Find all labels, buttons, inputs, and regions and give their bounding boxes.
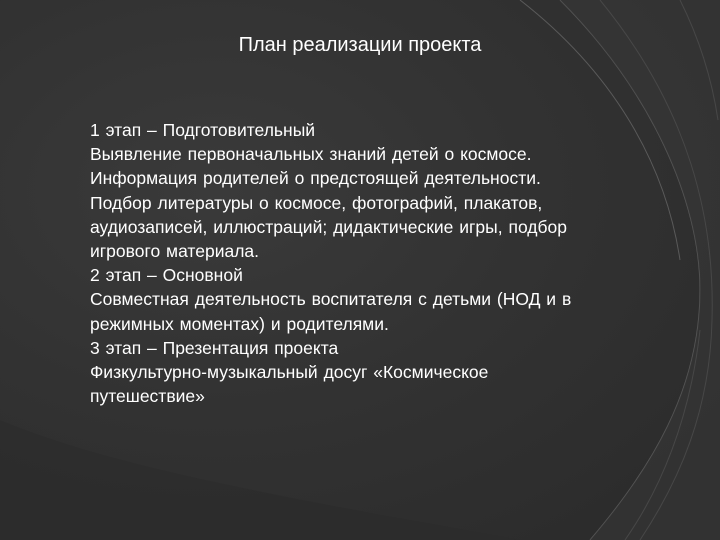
stage-1-heading: 1 этап – Подготовительный — [90, 120, 316, 140]
slide-body — [90, 118, 650, 408]
body-line: игрового материала. — [90, 241, 260, 262]
body-line: Информация родителей о предстоящей деятельности. — [90, 168, 541, 189]
decor-shade-2 — [0, 420, 520, 540]
body-line: Выявление первоначальных знаний детей о космосе. — [90, 144, 532, 165]
stage-2-heading: 2 этап – Основной — [90, 265, 243, 286]
body-line: Физкультурно-музыкальный досуг «Космическое — [90, 362, 489, 383]
body-line: аудиозаписей, иллюстраций; дидактические игры, подбор — [90, 216, 567, 237]
body-line: Совместная деятельность воспитателя с детьми (НОД и в — [90, 289, 572, 310]
stage-3-heading: 3 этап – Презентация проекта — [90, 337, 339, 358]
body-line: режимных моментах) и родителями. — [90, 313, 389, 334]
slide-title: План реализации проекта — [238, 34, 482, 56]
body-line: путешествие» — [90, 386, 205, 407]
body-line: Подбор литературы о космосе, фотографий, плакатов, — [90, 192, 543, 213]
